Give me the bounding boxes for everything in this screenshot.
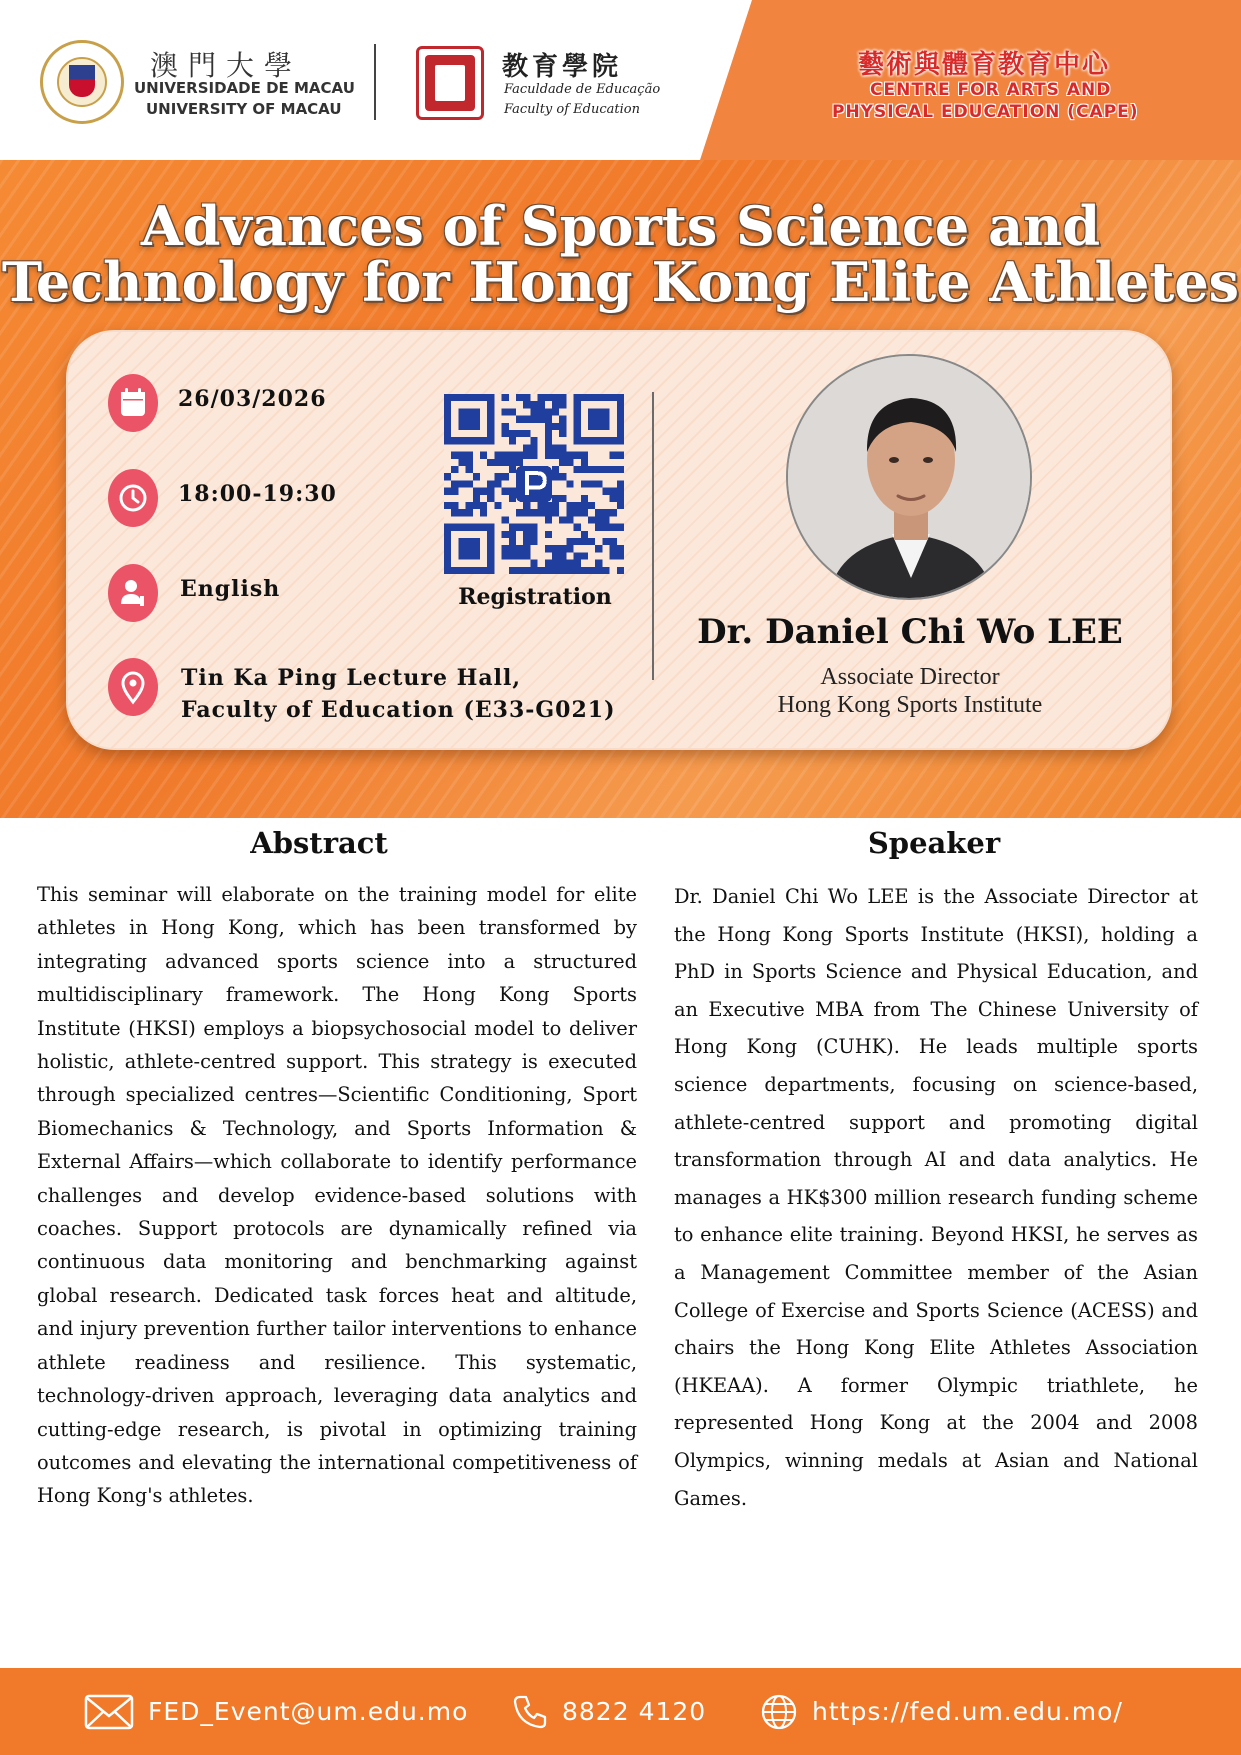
event-language: English	[180, 576, 281, 602]
calendar-icon	[108, 374, 158, 432]
footer-website[interactable]	[760, 1668, 1123, 1755]
footer-email[interactable]	[84, 1668, 468, 1755]
phone-icon	[512, 1694, 548, 1730]
event-date: 26/03/2026	[178, 386, 327, 412]
um-portuguese-name: UNIVERSIDADE DE MACAU	[134, 79, 355, 97]
footer-phone-text: 8822 4120	[562, 1697, 707, 1726]
header-divider	[374, 44, 376, 120]
faculty-english-name: Faculty of Education	[504, 102, 640, 117]
speaker-name: Dr. Daniel Chi Wo LEE	[697, 612, 1123, 652]
event-title	[0, 194, 1241, 314]
cape-english-name-line2: PHYSICAL EDUCATION (CAPE)	[832, 102, 1139, 122]
cape-english-name-line1: CENTRE FOR ARTS AND	[870, 80, 1112, 100]
event-venue-line1: Tin Ka Ping Lecture Hall,	[181, 665, 522, 691]
faculty-seal-logo	[416, 46, 484, 120]
speaker-bio-body: Dr. Daniel Chi Wo LEE is the Associate Director at the Hong Kong Sports Institute (HKSI), holding a PhD in Sports Science and Physical Education, and an Executive MBA from The Chinese University of Hong Kong (CUHK). He leads multiple sports science departments, focusing on science-based, athlete-centred support and promoting digital transformation through AI and data analytics. He manages a HK$300 million research funding scheme to enhance elite training. Beyond HKSI, he serves as a Management Committee member of the Asian College of Exercise and Sports Science (ACESS) and chairs the Hong Kong Elite Athletes Association (HKEAA). A former Olympic triathlete, he represented Hong Kong at the 2004 and 2008 Olympics, winning medals at Asian and National Games.	[674, 885, 1198, 1510]
hero-section	[0, 160, 1241, 818]
speaker-role: Associate Director	[820, 664, 1000, 690]
um-seal-logo	[40, 40, 124, 124]
cape-chinese-name: 藝術與體育教育中心	[858, 50, 1111, 80]
header-banner	[0, 0, 1241, 160]
card-divider	[652, 392, 654, 680]
speaker-bio-heading: Speaker	[867, 826, 1001, 860]
abstract-body: This seminar will elaborate on the training model for elite athletes in Hong Kong, which has been transformed by integrating advanced sports science into a structured multidisciplinary framework. The Hong Kong Sports Institute (HKSI) employs a biopsychosocial model to deliver holistic, athlete-centred support. This strategy is executed through specialized centres—Scientific Conditioning, Sport Biomechanics & Technology, and Sports Information & External Affairs—which collaborate to identify performance challenges and develop evidence-based solutions with coaches. Support protocols are dynamically refined via continuous data monitoring and benchmarking against global research. Dedicated task forces heat and altitude, and injury prevention further tailor interventions to enhance athlete readiness and resilience. This systematic, technology-driven approach, leveraging data analytics and cutting-edge research, is pivotal in optimizing training outcomes and elevating the international competitiveness of Hong Kong's athletes.	[37, 883, 637, 1508]
speaker-photo	[786, 354, 1032, 600]
event-title-line2: Technology for Hong Kong Elite Athletes	[1, 250, 1240, 314]
event-title-line1: Advances of Sports Science and	[140, 194, 1101, 258]
globe-icon	[760, 1693, 798, 1731]
speaker-icon	[108, 564, 158, 622]
faculty-chinese-name: 教育學院	[502, 52, 623, 82]
faculty-portuguese-name: Faculdade de Educação	[504, 82, 661, 97]
speaker-organization: Hong Kong Sports Institute	[777, 692, 1043, 718]
footer-website-text: https://fed.um.edu.mo/	[812, 1697, 1123, 1726]
event-venue-line2: Faculty of Education (E33-G021)	[181, 697, 616, 723]
registration-label: Registration	[458, 584, 612, 610]
event-time: 18:00-19:30	[178, 481, 337, 507]
clock-icon	[108, 469, 158, 527]
footer-email-text: FED_Event@um.edu.mo	[148, 1697, 469, 1726]
event-venue	[181, 662, 616, 726]
email-icon	[84, 1694, 134, 1730]
registration-qr-code[interactable]	[444, 394, 624, 574]
um-english-name: UNIVERSITY OF MACAU	[146, 100, 342, 118]
footer-phone[interactable]	[512, 1668, 706, 1755]
um-chinese-name: 澳門大學	[150, 49, 303, 82]
abstract-heading: Abstract	[250, 826, 388, 860]
contact-footer	[0, 1668, 1241, 1755]
location-icon	[108, 658, 158, 716]
